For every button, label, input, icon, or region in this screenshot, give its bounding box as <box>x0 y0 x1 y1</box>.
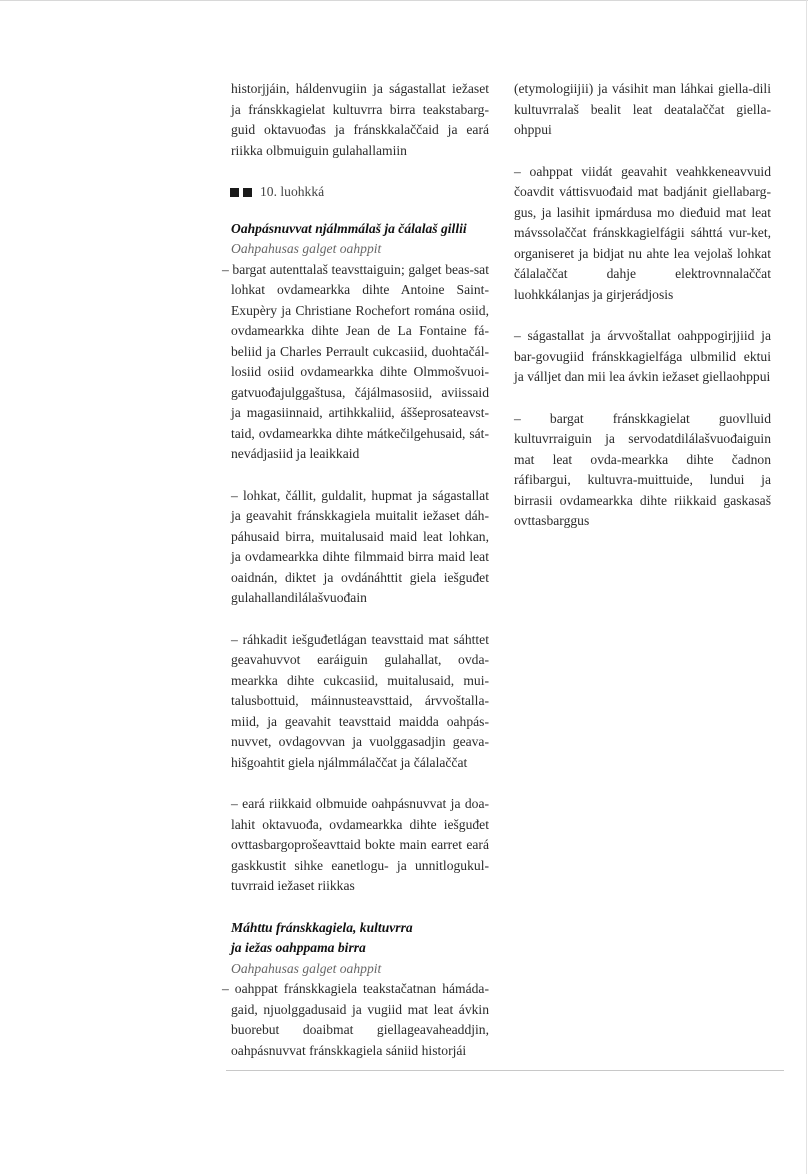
continued-paragraph: (etymologiijii) ja vásihit man láhkai giella-dili kultuvrralaš bealit leat deatalaččat giella-ohppui <box>514 81 771 137</box>
intro-paragraph: historjjáin, háldenvugiin ja ságastallat iežaset ja fránskkagielat kultuvrra birra teakstabarg-guid oktavuođas ja fránskkalaččaid ja eará riikka olbmuiguin gulahallamiin <box>231 81 489 158</box>
square-bullet-icon <box>230 188 239 197</box>
subsection-subtitle: Oahpahusas galget oahppit <box>231 241 382 256</box>
page-right-edge <box>806 0 807 1174</box>
list-item: – eará riikkaid olbmuide oahpásnuvvat ja doa-lahit oktavuođa, ovdamearkka dihte iešguđet ovttasbargoprošeavttaid bokte main earret eará gaskkustit sihke eanetlogu- ja unnitlogukul-tuvrraid iežaset riikkas <box>231 796 489 893</box>
list-item: – ráhkadit iešguđetlágan teavsttaid mat sáhttet geavahuvvot earáiguin gulahallat, ovda-mearkka dihte cukcasiid, muitalusaid, mui-talusbottuid, máinnusteavsttaid, árvvoštalla-miid, ja geavahit teavsttaid maidda oahpás-nuvvet, ovdagovvan ja vuolggasadjin geava-hišgoahtit giela njálmmálaččat ja čálalaččat <box>231 631 489 770</box>
list-item: – oahppat fránskkagiela teakstačatnan hámáda-gaid, njuolggadusaid ja vugiid mat leat ávkin buorebut doaibmat giellageavaheaddjin, oahpásnuvvat fránskkagiela sániid historjái <box>222 981 489 1058</box>
subsection-heading: Máhttu fránskkagiela, kultuvrra <box>231 919 413 935</box>
right-column <box>514 79 771 532</box>
list-item: – lohkat, čállit, guldalit, hupmat ja ságastallat ja geavahit fránskkagiela muitalit iežaset dáh-páhusaid birra, muitalusaid maid leat lohkan, ja ovdamearkka dihte filmmaid birra maid leat oaidnán, diktet ja ovdánáhttit giela iešguđet gulahallandilálašvuođain <box>231 487 489 605</box>
page-top-edge <box>0 0 808 1</box>
subsection-heading: Oahpásnuvvat njálmmálaš ja čálalaš gillii <box>231 220 467 236</box>
section-heading <box>230 182 489 203</box>
list-item: – bargat autenttalaš teavsttaiguin; galget beas-sat lohkat ovdamearkka dihte Antoine Saint-Exupèry ja Christiane Rochefort romána osiid, ovdamearkka dihte Jean de La Fontaine fá-beliid ja Charles Perrault cukcasiid, duohtačál-losiid osiid ovdamearkka dihte Olmmošvuoi-gatvuođajulggaštusa, čájálmasosiid, aviissaid ja magasiinnaid, artihkkaliid, áššeprosateavst-taid, ovdamearkka dihte mátkečilgehusaid, sát-nevádjasiid ja leaikkaid <box>222 261 489 461</box>
footer-rule <box>226 1070 784 1071</box>
list-item: – bargat fránskkagielat guovlluid kultuvrraiguin ja servodatdilálašvuođaiguin mat leat ovda-mearkka dihte čadnon ráfibargui, kultuvra-muittuide, lundui ja birrasii ovdamearkka dihte riikkaid gaskasaš ovttasbarggus <box>514 410 771 528</box>
subsection-heading: ja iežas oahppama birra <box>231 940 366 955</box>
list-item: – ságastallat ja árvvoštallat oahppogirjjiid ja bar-govugiid fránskkagielfága ulbmilid ektui ja válljet dan mii lea ávkin iežaset giellaohppui <box>514 328 771 384</box>
left-column <box>222 79 489 1061</box>
subsection-subtitle: Oahpahusas galget oahppit <box>231 960 382 976</box>
square-bullet-icon <box>243 188 252 197</box>
list-item: – oahppat viidát geavahit veahkkeneavvuid čoavdit váttisvuođaid mat badjánit giellabarg-gus, ja lasihit ipmárdusa mo dieđuid mat leat mávssolaččat fránskkagielfágii sáhttá vur-ket, organiseret ja bidjat nu ahte lea vejolaš lohkat čálalaččat dahje elektrovnnalaččat luohkkálanjas ja girjerádjosis <box>514 163 771 302</box>
section-title: 10. luohkká <box>260 184 325 199</box>
